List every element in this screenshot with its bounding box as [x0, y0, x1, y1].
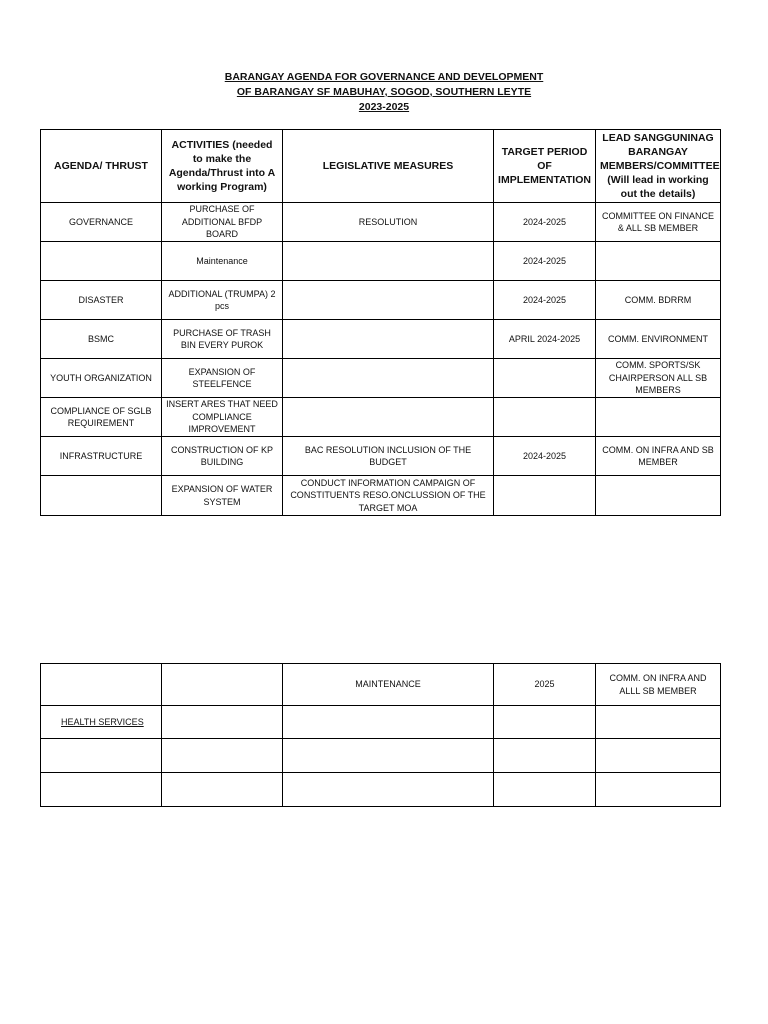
- table-row: [41, 437, 721, 476]
- column-header-target: TARGET PERIOD OF IMPLEMENTATION: [494, 130, 596, 203]
- table-row: [41, 320, 721, 359]
- cell-target: 2024-2025: [494, 437, 596, 476]
- cell-lead: COMM. BDRRM: [596, 281, 721, 320]
- cell-legislative: RESOLUTION: [283, 203, 494, 242]
- cell-target: [494, 773, 596, 807]
- cell-legislative: [283, 706, 494, 739]
- column-header-agenda: AGENDA/ THRUST: [41, 130, 162, 203]
- cell-legislative: MAINTENANCE: [283, 664, 494, 706]
- cell-activities: EXPANSION OF WATER SYSTEM: [162, 476, 283, 516]
- table-row: [41, 242, 721, 281]
- cell-lead: [596, 706, 721, 739]
- document-subtitle: OF BARANGAY SF MABUHAY, SOGOD, SOUTHERN LEYTE: [236, 86, 532, 98]
- cell-lead: [596, 739, 721, 773]
- cell-activities: Maintenance: [162, 242, 283, 281]
- cell-agenda: YOUTH ORGANIZATION: [41, 359, 162, 398]
- cell-lead: COMM. ENVIRONMENT: [596, 320, 721, 359]
- cell-agenda: DISASTER: [41, 281, 162, 320]
- cell-activities: [162, 773, 283, 807]
- cell-lead: [596, 476, 721, 516]
- cell-lead: COMM. ON INFRA AND SB MEMBER: [596, 437, 721, 476]
- cell-agenda: [41, 242, 162, 281]
- table-row: [41, 476, 721, 516]
- cell-activities: PURCHASE OF TRASH BIN EVERY PUROK: [162, 320, 283, 359]
- cell-lead: [596, 773, 721, 807]
- document-title: BARANGAY AGENDA FOR GOVERNANCE AND DEVELOPMENT: [224, 71, 544, 83]
- table-row: [41, 664, 721, 706]
- column-header-legislative: LEGISLATIVE MEASURES: [283, 130, 494, 203]
- health-services-label: HEALTH SERVICES: [61, 716, 144, 727]
- cell-agenda: [41, 739, 162, 773]
- cell-legislative: [283, 398, 494, 437]
- cell-agenda: [41, 664, 162, 706]
- cell-activities: [162, 664, 283, 706]
- cell-agenda: [41, 773, 162, 807]
- table-row: [41, 359, 721, 398]
- cell-legislative: CONDUCT INFORMATION CAMPAIGN OF CONSTITUENTS RESO.ONCLUSSION OF THE TARGET MOA: [283, 476, 494, 516]
- cell-lead: COMM. ON INFRA AND ALLL SB MEMBER: [596, 664, 721, 706]
- cell-activities: CONSTRUCTION OF KP BUILDING: [162, 437, 283, 476]
- table-row: [41, 773, 721, 807]
- table-row: [41, 739, 721, 773]
- cell-activities: INSERT ARES THAT NEED COMPLIANCE IMPROVEMENT: [162, 398, 283, 437]
- table-row: [41, 281, 721, 320]
- document-period: 2023-2025: [358, 101, 410, 113]
- cell-agenda: INFRASTRUCTURE: [41, 437, 162, 476]
- cell-legislative: [283, 320, 494, 359]
- table-row: [41, 398, 721, 437]
- cell-lead: COMMITTEE ON FINANCE & ALL SB MEMBER: [596, 203, 721, 242]
- column-header-activities: ACTIVITIES (needed to make the Agenda/Thrust into A working Program): [162, 130, 283, 203]
- column-header-lead: LEAD SANGGUNINAG BARANGAY MEMBERS/COMMITTEE (Will lead in working out the details): [596, 130, 721, 203]
- cell-target: 2025: [494, 664, 596, 706]
- cell-agenda: GOVERNANCE: [41, 203, 162, 242]
- cell-target: 2024-2025: [494, 242, 596, 281]
- table-row: [41, 706, 721, 739]
- cell-target: [494, 398, 596, 437]
- cell-target: [494, 739, 596, 773]
- cell-activities: EXPANSION OF STEELFENCE: [162, 359, 283, 398]
- agenda-table-continued: [40, 663, 721, 807]
- cell-target: 2024-2025: [494, 203, 596, 242]
- cell-agenda: [41, 476, 162, 516]
- table-row: [41, 203, 721, 242]
- cell-agenda: BSMC: [41, 320, 162, 359]
- cell-lead: [596, 398, 721, 437]
- cell-target: [494, 706, 596, 739]
- cell-target: [494, 476, 596, 516]
- cell-activities: PURCHASE OF ADDITIONAL BFDP BOARD: [162, 203, 283, 242]
- cell-lead: [596, 242, 721, 281]
- cell-legislative: [283, 773, 494, 807]
- cell-legislative: BAC RESOLUTION INCLUSION OF THE BUDGET: [283, 437, 494, 476]
- cell-agenda: [41, 706, 162, 739]
- cell-legislative: [283, 242, 494, 281]
- cell-agenda: COMPLIANCE OF SGLB REQUIREMENT: [41, 398, 162, 437]
- cell-activities: ADDITIONAL (TRUMPA) 2 pcs: [162, 281, 283, 320]
- cell-lead: COMM. SPORTS/SK CHAIRPERSON ALL SB MEMBERS: [596, 359, 721, 398]
- cell-legislative: [283, 359, 494, 398]
- cell-target: [494, 359, 596, 398]
- cell-legislative: [283, 739, 494, 773]
- agenda-table: [40, 129, 721, 516]
- cell-target: 2024-2025: [494, 281, 596, 320]
- table-header-row: [41, 130, 721, 203]
- cell-activities: [162, 739, 283, 773]
- cell-activities: [162, 706, 283, 739]
- cell-target: APRIL 2024-2025: [494, 320, 596, 359]
- cell-legislative: [283, 281, 494, 320]
